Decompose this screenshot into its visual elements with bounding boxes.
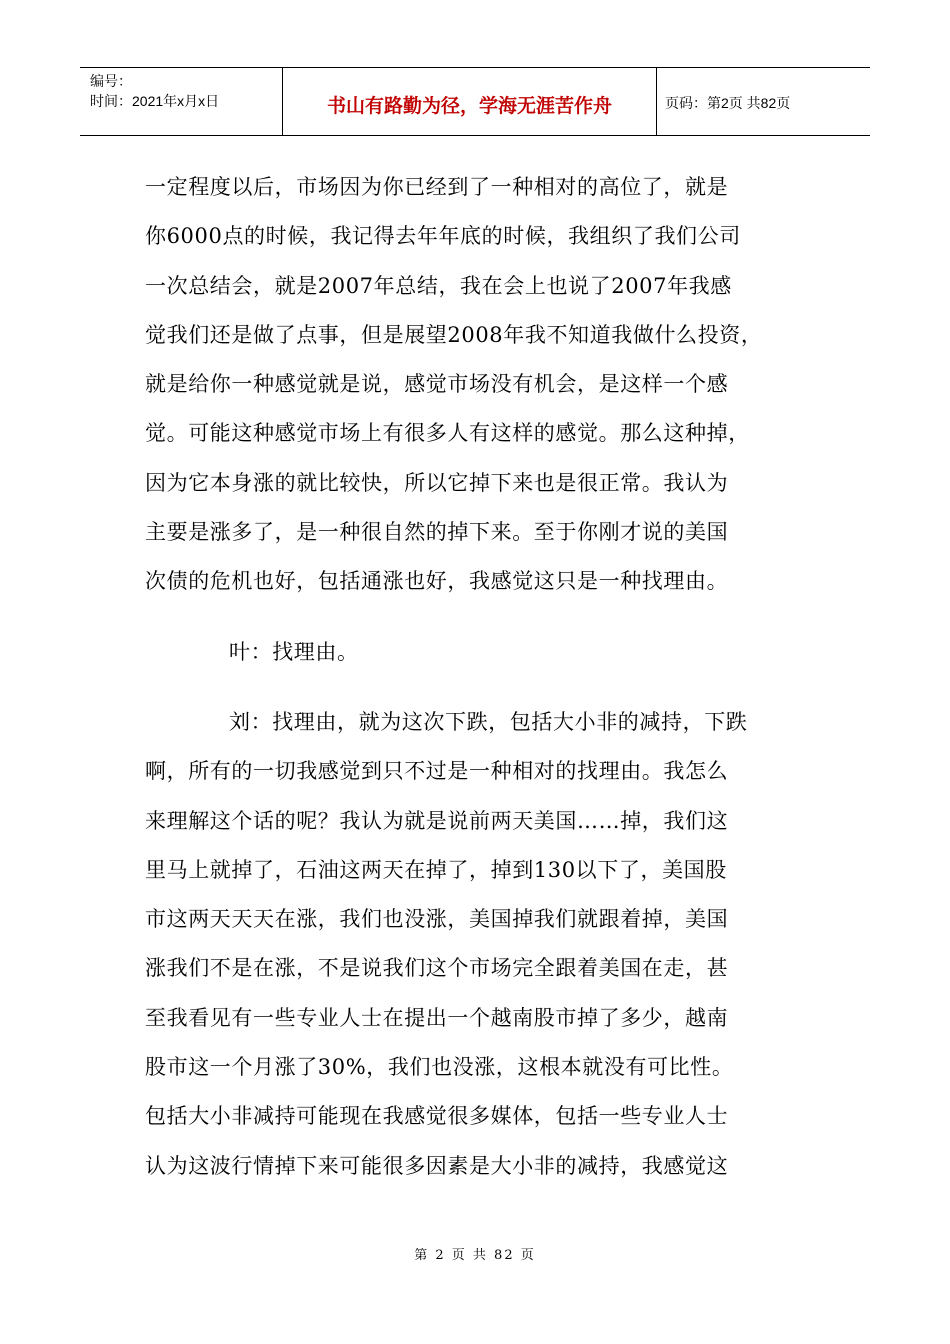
text-line: 涨我们不是在涨，不是说我们这个市场完全跟着美国在走，甚 bbox=[145, 956, 729, 981]
text-line: 觉。可能这种感觉市场上有很多人有这样的感觉。那么这种掉， bbox=[145, 421, 750, 446]
document-number: 编号： bbox=[90, 73, 132, 89]
text-line: 来理解这个话的呢？我认为就是说前两天美国……掉，我们这 bbox=[145, 808, 729, 833]
header-motto: 书山有路勤为径，学海无涯苦作舟 bbox=[283, 68, 657, 135]
text-line: 认为这波行情掉下来可能很多因素是大小非的减持，我感觉这 bbox=[145, 1153, 729, 1178]
document-date: 时间：2021年x月x日 bbox=[90, 93, 220, 109]
text-line: 你6000点的时候，我记得去年年底的时候，我组织了我们公司 bbox=[145, 224, 741, 249]
text-line: 就是给你一种感觉就是说，感觉市场没有机会，是这样一个感 bbox=[145, 372, 729, 397]
page-header bbox=[80, 67, 870, 136]
text-line: 一定程度以后，市场因为你已经到了一种相对的高位了，就是 bbox=[145, 175, 729, 199]
text-line: 觉我们还是做了点事，但是展望2008年我不知道我做什么投资， bbox=[145, 322, 763, 347]
page-footer: 第 2 页 共 82 页 bbox=[414, 1248, 536, 1263]
text-line: 一次总结会，就是2007年总结，我在会上也说了2007年我感 bbox=[145, 273, 732, 298]
document-body bbox=[145, 163, 805, 1191]
paragraph-gap bbox=[145, 677, 805, 698]
text-line: 包括大小非减持可能现在我感觉很多媒体，包括一些专业人士 bbox=[145, 1104, 729, 1129]
header-page-number: 页码：第2页 共82页 bbox=[665, 94, 791, 111]
header-meta bbox=[80, 68, 283, 135]
text-line: 至我看见有一些专业人士在提出一个越南股市掉了多少，越南 bbox=[145, 1005, 729, 1030]
text-line: 股市这一个月涨了30%，我们也没涨，这根本就没有可比性。 bbox=[145, 1055, 734, 1080]
dialogue-line: 叶：找理由。 bbox=[229, 639, 359, 664]
text-line: 刘：找理由，就为这次下跌，包括大小非的减持，下跌 bbox=[229, 709, 748, 734]
text-line: 主要是涨多了，是一种很自然的掉下来。至于你刚才说的美国 bbox=[145, 520, 729, 545]
text-line: 因为它本身涨的就比较快，所以它掉下来也是很正常。我认为 bbox=[145, 470, 729, 495]
text-line: 次债的危机也好，包括通涨也好，我感觉这只是一种找理由。 bbox=[145, 569, 729, 594]
text-line: 啊，所有的一切我感觉到只不过是一种相对的找理由。我怎么 bbox=[145, 759, 729, 784]
text-line: 里马上就掉了，石油这两天在掉了，掉到130以下了，美国股 bbox=[145, 857, 727, 882]
text-line: 市这两天天天在涨，我们也没涨，美国掉我们就跟着掉，美国 bbox=[145, 907, 729, 932]
paragraph-gap bbox=[145, 607, 805, 628]
